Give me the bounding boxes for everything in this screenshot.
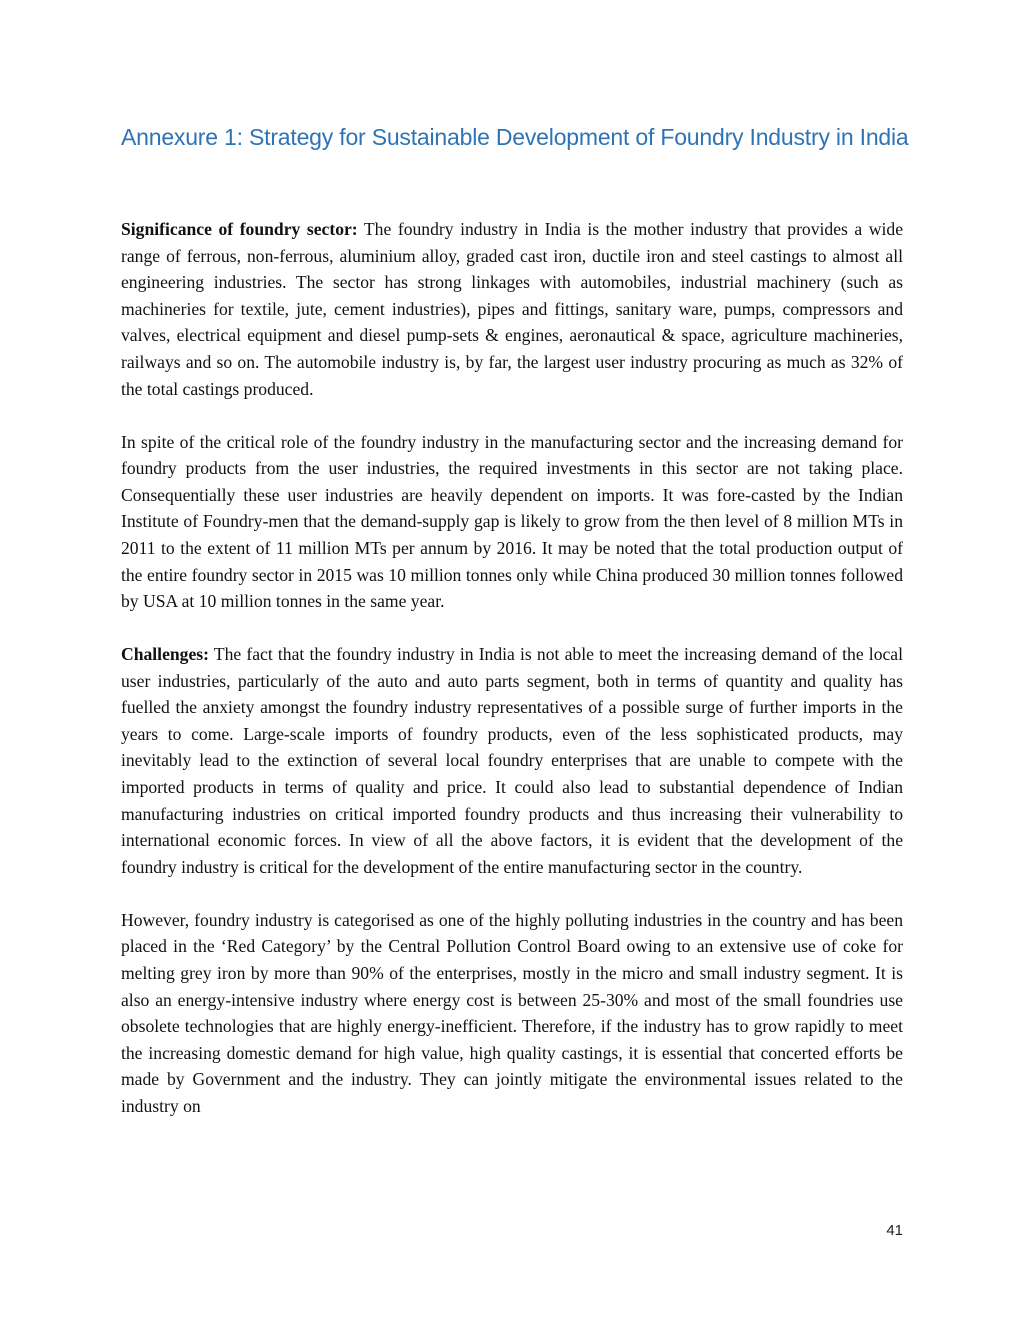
page-number: 41 xyxy=(886,1222,903,1239)
paragraph-lead-significance: Significance of foundry sector: xyxy=(121,219,358,239)
paragraph-lead-challenges: Challenges: xyxy=(121,644,209,665)
paragraph-text-pollution: However, foundry industry is categorised as one of the highly polluting industries in the country and has been placed in the ‘Red Category’ by the Central Pollution Control Board owing to an extensive use of coke for melting grey iron by more than 90% of the enterprises, mostly in the micro and small industry segment. It is also an energy-intensive industry where energy cost is between 25-30% and most of the small foundries use obsolete technologies that are highly energy-inefficient. Therefore, if the industry has to grow rapidly to meet the increasing domestic demand for high value, high quality castings, it is essential that concerted efforts be made by Government and the industry. They can jointly mitigate the environmental issues related to the industry on xyxy=(121,909,903,1116)
annexure-heading: Annexure 1: Strategy for Sustainable Development of Foundry Industry in India xyxy=(121,124,909,150)
paragraph-text-challenges: The fact that the foundry industry in India is not able to meet the increasing demand of the local user industries, particularly of the auto and auto parts segment, both in terms of quantity and quality has fuelled the anxiety amongst the foundry industry representatives of a possible surge of further imports in the years to come. Large-scale imports of foundry products, even of the less sophisticated products, may inevitably lead to the extinction of several local foundry enterprises that are unable to compete with the imported products in terms of quality and price. It could also lead to substantial dependence of Indian manufacturing industries on critical imported foundry products and thus increasing their vulnerability to international economic forces. In view of all the above factors, it is evident that the development of the foundry industry is critical for the development of the entire manufacturing sector in the country. xyxy=(121,644,903,877)
paragraph-text-significance: The foundry industry in India is the mother industry that provides a wide range of ferrous, non-ferrous, aluminium alloy, graded cast iron, ductile iron and steel castings to almost all engineering industries. The sector has strong linkages with automobiles, industrial machinery (such as machineries for textile, jute, cement industries), pipes and fittings, sanitary ware, pumps, compressors and valves, electrical equipment and diesel pump-sets & engines, aeronautical & space, agriculture machineries, railways and so on. The automobile industry is, by far, the largest user industry procuring as much as 32% of the total castings produced. xyxy=(121,219,904,399)
paragraph-pollution xyxy=(121,907,903,1120)
paragraph-challenges xyxy=(121,641,903,880)
paragraph-significance xyxy=(121,216,903,402)
paragraph-investment xyxy=(121,429,903,615)
body-text xyxy=(121,216,903,1146)
paragraph-text-investment: In spite of the critical role of the foundry industry in the manufacturing sector and the increasing demand for foundry products from the user industries, the required investments in this sector are not taking place. Consequentially these user industries are heavily dependent on imports. It was fore-casted by the Indian Institute of Foundry-men that the demand-supply gap is likely to grow from the then level of 8 million MTs in 2011 to the extent of 11 million MTs per annum by 2016. It may be noted that the total production output of the entire foundry sector in 2015 was 10 million tonnes only while China produced 30 million tonnes followed by USA at 10 million tonnes in the same year. xyxy=(121,431,903,612)
